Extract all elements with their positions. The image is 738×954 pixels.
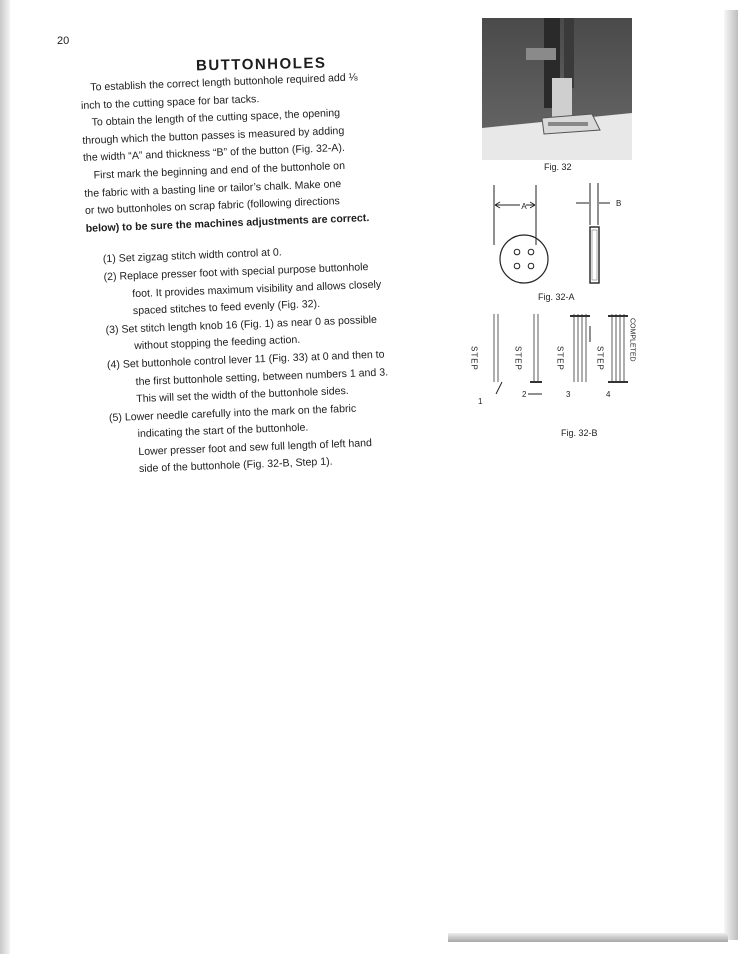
scan-bottom-edge	[448, 933, 728, 942]
paragraph-line: the width “A” and thickness “B” of the button (Fig. 32-A).	[82, 142, 346, 165]
fig32a-caption: Fig. 32-A	[538, 292, 575, 302]
paragraph-line: or two buttonholes on scrap fabric (following directions	[84, 195, 341, 218]
step-line: (3) Set stitch length knob 16 (Fig. 1) as near 0 as possible	[105, 313, 378, 336]
step-label-1: STEP	[470, 346, 479, 371]
step-line: (4) Set buttonhole control lever 11 (Fig. 33) at 0 and then to	[106, 348, 385, 372]
label-b: B	[616, 199, 622, 208]
step-line: Lower presser foot and sew full length of left hand	[138, 436, 373, 458]
step-label-4: STEP	[595, 346, 605, 371]
scan-right-edge	[724, 10, 738, 940]
step-line: (2) Replace presser foot with special purpose buttonhole	[103, 261, 369, 284]
instruction-text	[80, 65, 480, 481]
step-number-2: 2	[522, 390, 527, 399]
step-number-4: 4	[606, 390, 611, 399]
step-line: side of the buttonhole (Fig. 32-B, Step 1).	[138, 456, 333, 476]
step-label-3: STEP	[555, 346, 565, 371]
presser-foot-photo	[482, 18, 632, 160]
paragraph-line: the fabric with a basting line or tailor’s chalk. Make one	[84, 177, 342, 200]
paragraph-line: First mark the beginning and end of the buttonhole on	[93, 159, 346, 182]
step-line: foot. It provides maximum visibility and allows closely	[132, 278, 382, 300]
step-line: (5) Lower needle carefully into the mark on the fabric	[108, 402, 357, 424]
step-number-1: 1	[478, 397, 483, 406]
step-line: the first buttonhole setting, between numbers 1 and 3.	[135, 365, 389, 388]
page-number: 20	[57, 35, 70, 47]
paragraph-line: through which the button passes is measured by adding	[82, 124, 345, 147]
step-line: (1) Set zigzag stitch width control at 0.	[102, 246, 283, 266]
step-line: spaced stitches to feed evenly (Fig. 32).	[132, 298, 321, 318]
step-number-3: 3	[566, 390, 571, 399]
paragraph-line: below) to be sure the machines adjustments are correct.	[85, 211, 370, 235]
step-line: indicating the start of the buttonhole.	[137, 421, 309, 441]
completed-label: COMPLETED	[628, 318, 636, 362]
paragraph-line: To establish the correct length buttonhole required add ⅛	[90, 71, 358, 94]
step-label-2: STEP	[513, 346, 523, 371]
label-a: A	[521, 202, 527, 211]
page-title: BUTTONHOLES	[195, 54, 327, 75]
step-line: This will set the width of the buttonhole sides.	[136, 385, 349, 406]
fig32b-caption: Fig. 32-B	[561, 428, 598, 438]
paragraph-line: inch to the cutting space for bar tacks.	[80, 92, 260, 112]
buttonhole-steps-diagram	[470, 302, 640, 412]
fig32-caption: Fig. 32	[544, 162, 572, 172]
scan-left-edge	[0, 0, 10, 954]
step-line: without stopping the feeding action.	[134, 334, 301, 353]
paragraph-line: To obtain the length of the cutting space, the opening	[91, 107, 341, 129]
button-measurement-diagram	[480, 175, 640, 285]
